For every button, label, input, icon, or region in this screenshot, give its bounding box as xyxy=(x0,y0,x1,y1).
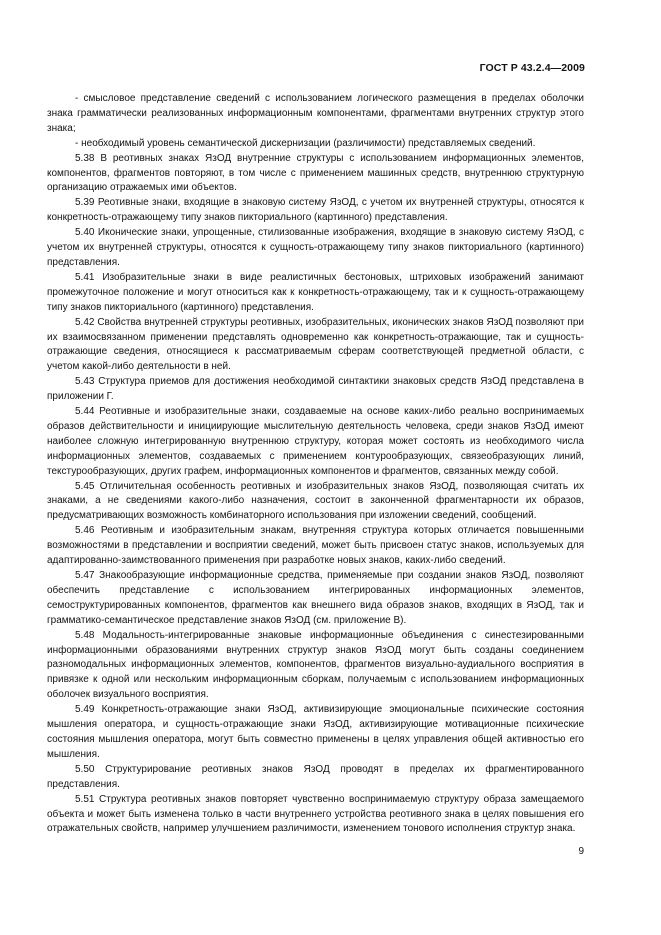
paragraph-5-41: 5.41 Изобразительные знаки в виде реалистичных бестоновых, штриховых изображений занимают промежуточное положение и могут относиться как к конкретность-отражающему, так и к сущность-отражающему типу знаков пикториального (картинного) представления. xyxy=(47,271,584,313)
paragraph-5-45: 5.45 Отличительная особенность реотивных и изобразительных знаков ЯзОД, позволяющая считать их знаками, а не сведениями какого-либо назначения, состоит в законченной фрагментарности их образов, предусматривающих возможность комбинаторного использования при изложении сведений, сообщений. xyxy=(47,480,584,522)
paragraph-5-51: 5.51 Структура реотивных знаков повторяет чувственно воспринимаемую структуру образа замещаемого объекта и может быть изменена только в части внутреннего устройства реотивного знака в целях повышения его отражательных свойств, например улучшением различимости, изменением тонового исполнения структур знака. xyxy=(47,793,584,835)
paragraph-5-39: 5.39 Реотивные знаки, входящие в знаковую систему ЯзОД, с учетом их внутренней структуры, относятся к конкретность-отражающему типу знаков пикториального (картинного) представления. xyxy=(47,197,584,224)
paragraph-5-42: 5.42 Свойства внутренней структуры реотивных, изобразительных, иконических знаков ЯзОД позволяют при их взаимосвязанном применении представлять одновременно как конкретность-отражающие, так и сущность-отражающие сведения, относящиеся к рассматриваемым сферам соответствующей предметной области, с учетом какой-либо деятельности в ней. xyxy=(47,316,584,373)
paragraph-5-43: 5.43 Структура приемов для достижения необходимой синтактики знаковых средств ЯзОД представлена в приложении Г. xyxy=(47,376,584,403)
page-number: 9 xyxy=(578,846,584,857)
paragraph-5-38: 5.38 В реотивных знаках ЯзОД внутренние структуры с использованием информационных элементов, компонентов, фрагментов повторяют, в том числе с применением машинных средств, внутреннюю структурную организацию отражаемых ими объектов. xyxy=(47,152,584,194)
paragraph-list-item-1: - смысловое представление сведений с использованием логического размещения в пределах оболочки знака грамматически реализованных информационным компонентами, фрагментами внутренних структур этого знака; xyxy=(47,93,584,134)
paragraph-5-44: 5.44 Реотивные и изобразительные знаки, создаваемые на основе каких-либо реально воспринимаемых образов действительности и инициирующие мыслительную деятельность человека, среди знаков ЯзОД имеют наиболее сложную интегрированную внутреннюю структуру, которая может состоять из необходимого числа информационных элементов, создаваемых с применением контурообразующих, связеобразующих линий, текстурообразующих, других графем, информационных компонентов и фрагментов, связанных между собой. xyxy=(47,406,584,477)
document-body xyxy=(47,92,584,837)
paragraph-5-49: 5.49 Конкретность-отражающие знаки ЯзОД, активизирующие эмоциональные психические состояния мышления оператора, и сущность-отражающие знаки ЯзОД, активизирующие мотивационные психические состояния мышления оператора, могут быть совместно применены в целях управления общей активностью его мышления. xyxy=(47,704,584,760)
paragraph-5-47: 5.47 Знакообразующие информационные средства, применяемые при создании знаков ЯзОД, позволяют обеспечить представление с использованием интегрированных информационных элементов, семоструктурированных компонентов, фрагментов как внешнего вида образов знаков, входящих в ЯзОД, так и грамматико-семантическое представление знаков ЯзОД (см. приложение В). xyxy=(47,570,584,626)
paragraph-5-46: 5.46 Реотивным и изобразительным знакам, внутренняя структура которых отличается повышенными возможностями в представлении и восприятии сведений, может быть присвоен статус знаков, используемых для адаптированно-заимствованного применения при разработке новых знаков, каких-либо сведений. xyxy=(47,525,584,567)
paragraph-5-48: 5.48 Модальность-интегрированные знаковые информационные объединения с синестезированными информационными образованиями внутренних структур знаков ЯзОД могут быть созданы соединением разномодальных информационных элементов, компонентов, фрагментов визуально-аудиального восприятия в привязке к одной или нескольким информационным сборкам, получаемым с использованием информационных оболочек визуального восприятия. xyxy=(47,629,584,701)
paragraph-5-50: 5.50 Структурирование реотивных знаков ЯзОД проводят в пределах их фрагментированного представления. xyxy=(47,763,584,790)
paragraph-list-item-2: - необходимый уровень семантической дискернизации (различимости) представляемых сведений. xyxy=(75,137,536,149)
paragraph-5-40: 5.40 Иконические знаки, упрощенные, стилизованные изображения, входящие в знаковую систему ЯзОД, с учетом их внутренней структуры, относятся к сущность-отражающему типу знаков пикториального (картинного) представления. xyxy=(47,227,584,268)
document-code-header: ГОСТ Р 43.2.4—2009 xyxy=(479,62,585,74)
